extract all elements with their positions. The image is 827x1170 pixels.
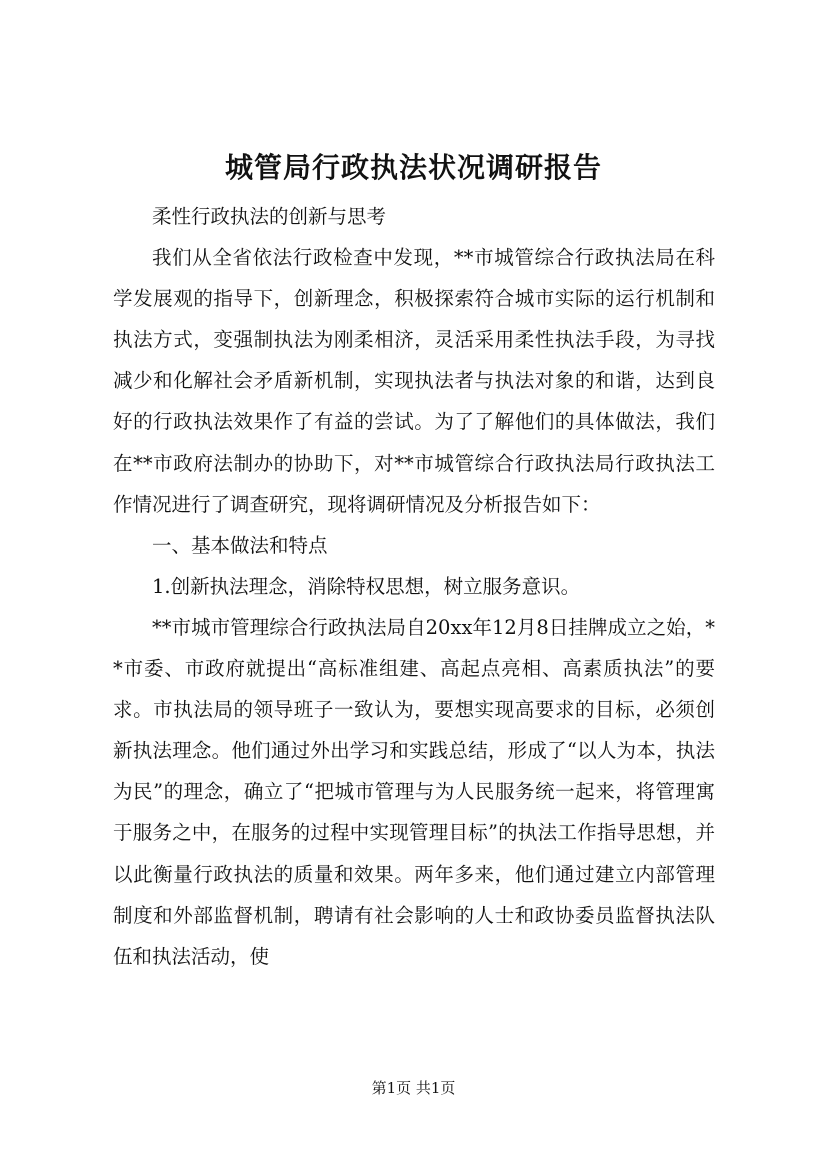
- body-paragraph: **市城市管理综合行政执法局自20xx年12月8日挂牌成立之始，**市委、市政府就提出“高标准组建、高起点亮相、高素质执法”的要求。市执法局的领导班子一致认为，要想实现高要求的目标，必须创新执法理念。他们通过外出学习和实践总结，形成了“以人为本，执法为民”的理念，确立了“把城市管理与为人民服务统一起来，将管理寓于服务之中，在服务的过程中实现管理目标”的执法工作指导思想，并以此衡量行政执法的质量和效果。两年多来，他们通过建立内部管理制度和外部监督机制，聘请有社会影响的人士和政协委员监督执法队伍和执法活动，使: [113, 615, 715, 968]
- document-body: [113, 196, 715, 977]
- intro-paragraph: 我们从全省依法行政检查中发现，**市城管综合行政执法局在科学发展观的指导下，创新理念，积极探索符合城市实际的运行机制和执法方式，变强制执法为刚柔相济，灵活采用柔性执法手段，为寻找减少和化解社会矛盾新机制，实现执法者与执法对象的和谐，达到良好的行政执法效果作了有益的尝试。为了了解他们的具体做法，我们在**市政府法制办的协助下，对**市城管综合行政执法局行政执法工作情况进行了调查研究，现将调研情况及分析报告如下：: [113, 246, 715, 516]
- subsection-heading: 1.创新执法理念，消除特权思想，树立服务意识。: [152, 574, 581, 598]
- subtitle-paragraph: 柔性行政执法的创新与思考: [152, 205, 387, 228]
- document-title: 城管局行政执法状况调研报告: [224, 151, 602, 184]
- section-heading: 一、基本做法和特点: [152, 533, 328, 557]
- page-footer: 第1页 共1页: [371, 1079, 456, 1097]
